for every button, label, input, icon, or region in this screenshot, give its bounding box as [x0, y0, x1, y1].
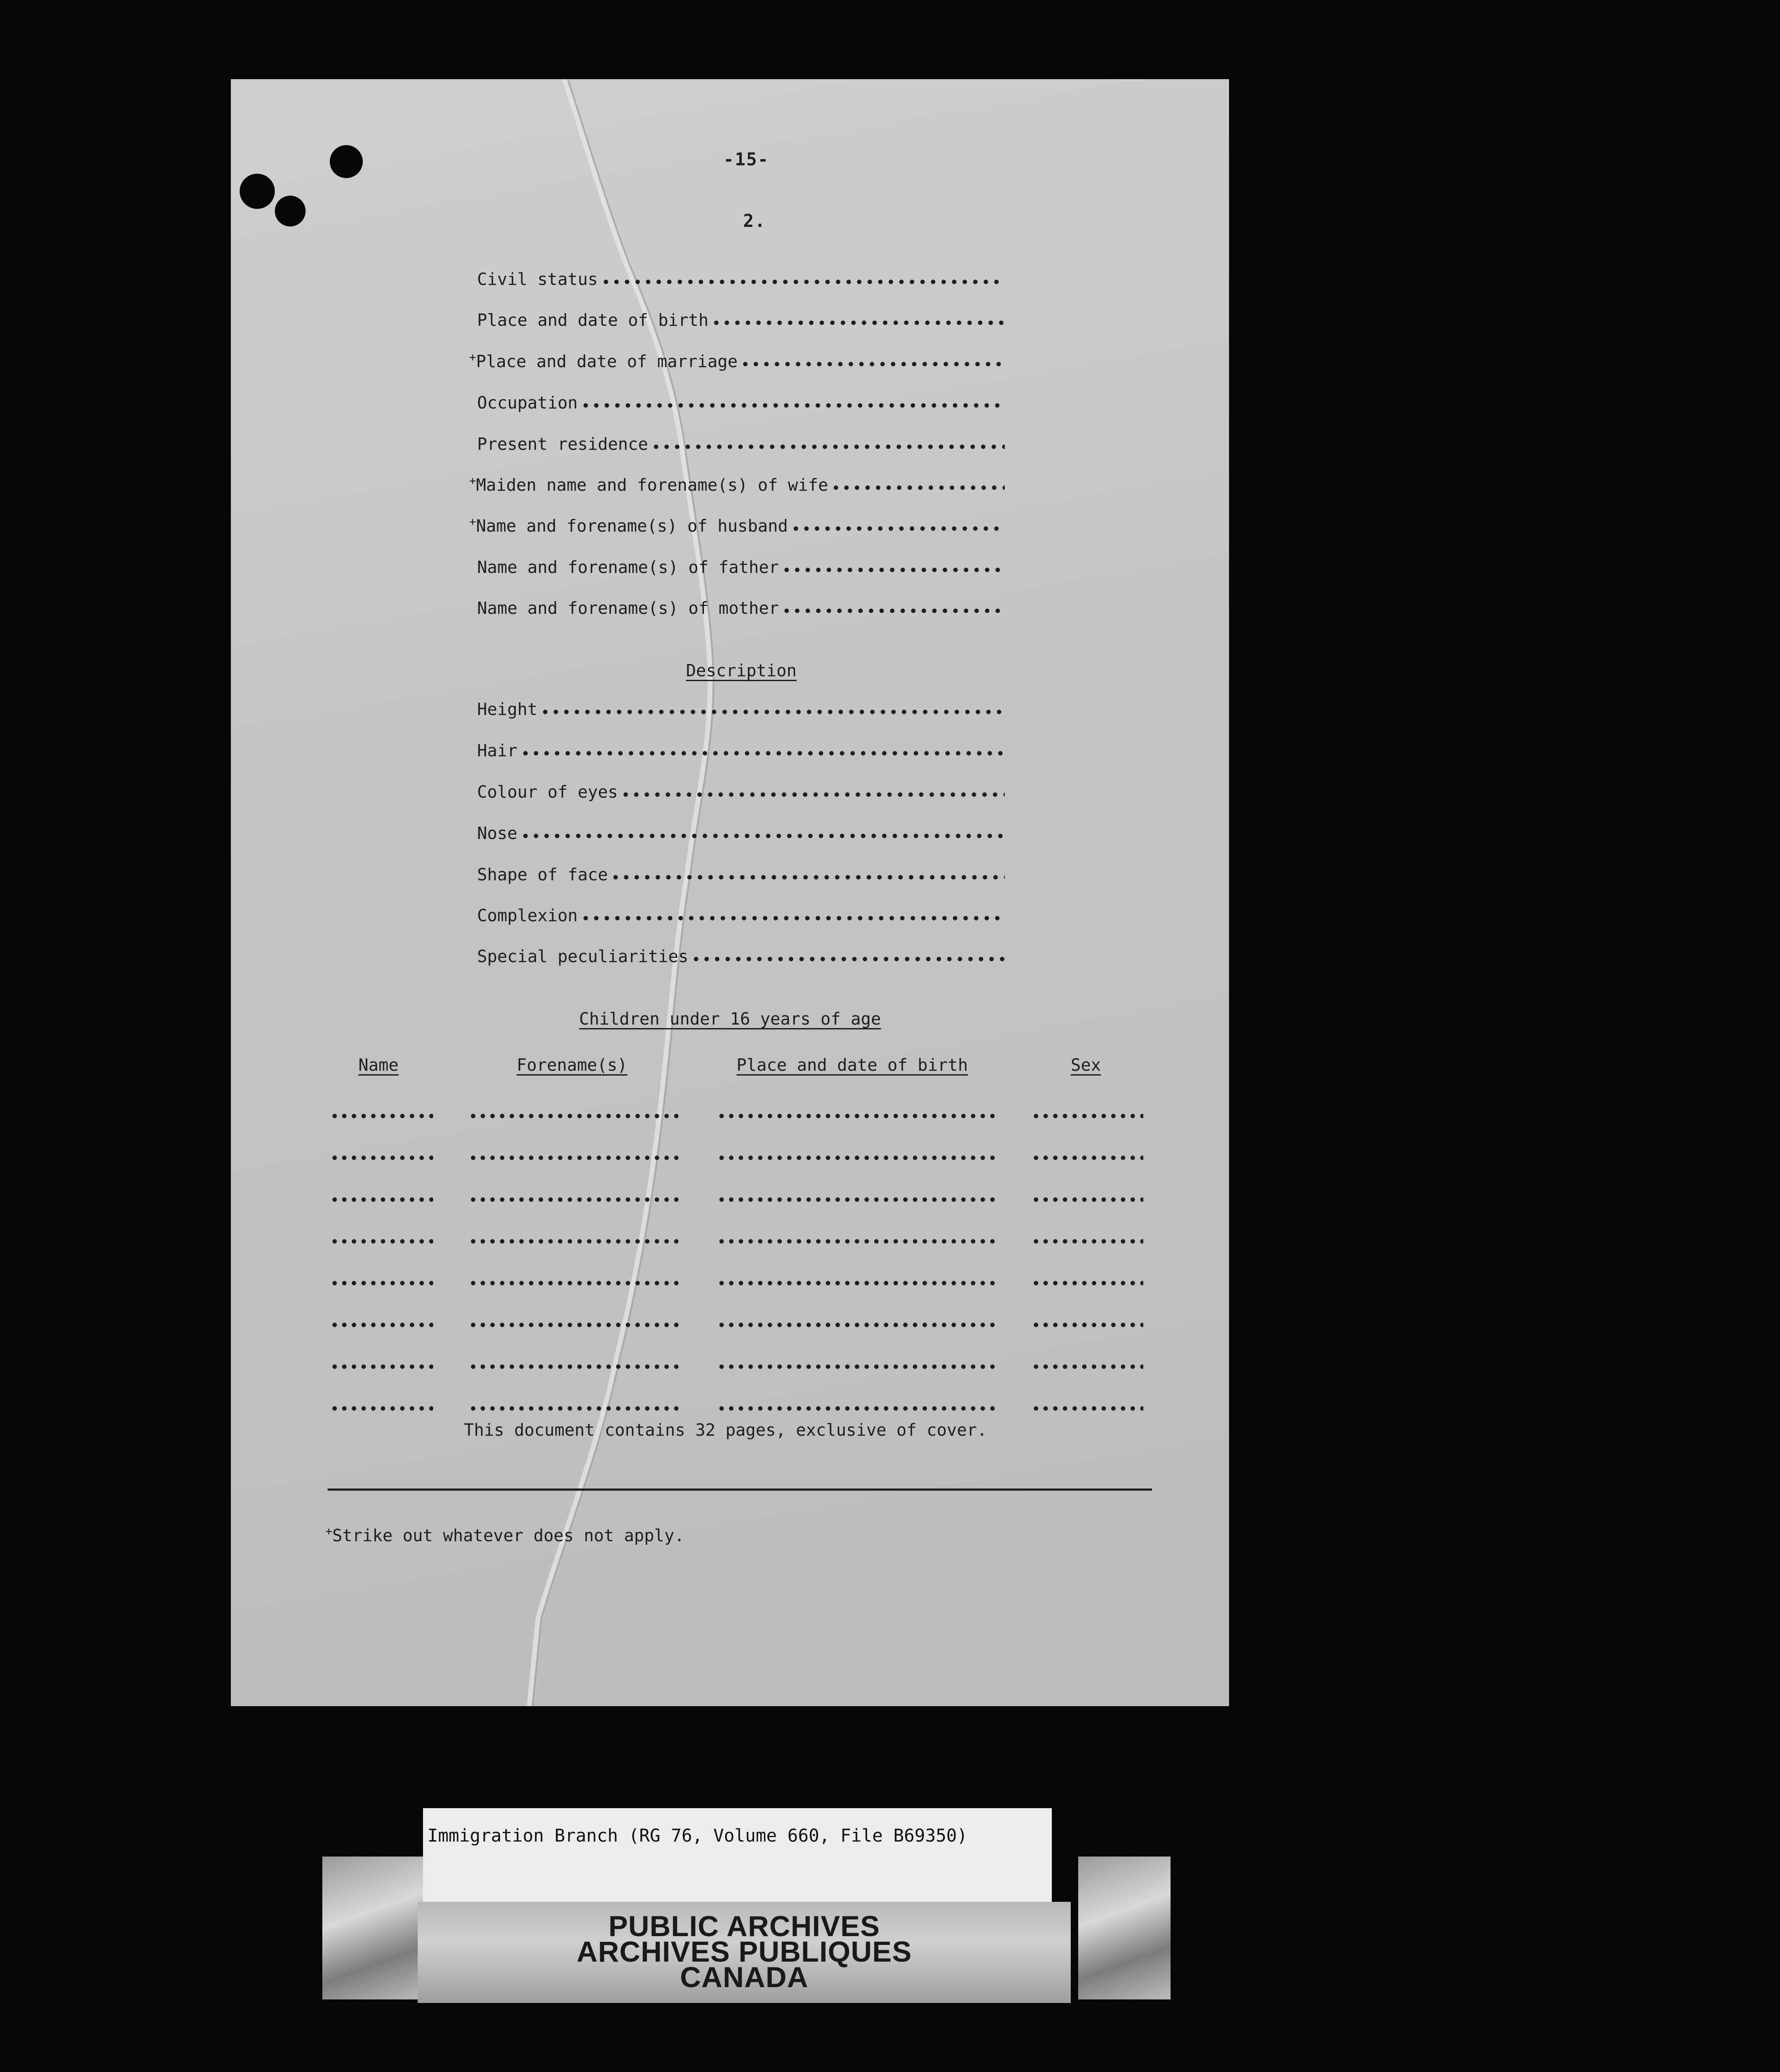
- table-row: [330, 1099, 1165, 1141]
- table-row: [330, 1225, 1165, 1266]
- field-maiden-name-wife: + Maiden name and forename(s) of wife: [477, 472, 1005, 498]
- table-row: [330, 1183, 1165, 1225]
- field-special-peculiarities: Special peculiarities: [477, 943, 1005, 970]
- tape-left: [322, 1857, 428, 1999]
- field-eye-colour: Colour of eyes: [477, 779, 1005, 805]
- field-name-mother: Name and forename(s) of mother: [477, 595, 1005, 621]
- section-number: 2.: [743, 211, 766, 231]
- archive-reference: Immigration Branch (RG 76, Volume 660, File B69350): [427, 1826, 968, 1846]
- page-number: -15-: [723, 150, 770, 170]
- footnote: + Strike out whatever does not apply.: [325, 1526, 684, 1545]
- col-place-date-birth: Place and date of birth: [737, 1055, 968, 1075]
- punch-hole-icon: [275, 196, 306, 226]
- field-civil-status: Civil status: [477, 266, 1005, 292]
- document-page: [231, 79, 1229, 1706]
- field-name-father: Name and forename(s) of father: [477, 554, 1005, 580]
- punch-hole-icon: [330, 145, 363, 178]
- col-forenames: Forename(s): [517, 1055, 627, 1075]
- col-sex: Sex: [1071, 1055, 1101, 1075]
- stamp-line-1: PUBLIC ARCHIVES: [608, 1910, 880, 1942]
- col-name: Name: [358, 1055, 399, 1075]
- children-heading: Children under 16 years of age: [579, 1009, 881, 1029]
- table-row: [330, 1350, 1165, 1392]
- field-height: Height: [477, 696, 1005, 722]
- table-row: [330, 1266, 1165, 1308]
- page-count-note: This document contains 32 pages, exclusive of cover.: [464, 1420, 987, 1440]
- table-row: [330, 1308, 1165, 1350]
- divider: [328, 1488, 1152, 1491]
- punch-hole-icon: [240, 174, 275, 209]
- field-shape-face: Shape of face: [477, 861, 1005, 888]
- field-name-husband: + Name and forename(s) of husband: [477, 513, 1005, 539]
- tape-right: [1078, 1857, 1171, 1999]
- field-complexion: Complexion: [477, 902, 1005, 929]
- field-place-date-marriage: + Place and date of marriage: [477, 348, 1005, 375]
- table-row: [330, 1141, 1165, 1183]
- field-nose: Nose: [477, 820, 1005, 846]
- children-table: [330, 1099, 1165, 1434]
- archive-stamp: [418, 1902, 1071, 2003]
- stamp-line-2: ARCHIVES PUBLIQUES: [576, 1935, 912, 1968]
- field-hair: Hair: [477, 737, 1005, 764]
- field-present-residence: Present residence: [477, 431, 1005, 457]
- stamp-line-3: CANADA: [680, 1961, 809, 1993]
- field-occupation: Occupation: [477, 390, 1005, 416]
- description-heading: Description: [686, 661, 797, 680]
- field-place-date-birth: Place and date of birth: [477, 307, 1005, 333]
